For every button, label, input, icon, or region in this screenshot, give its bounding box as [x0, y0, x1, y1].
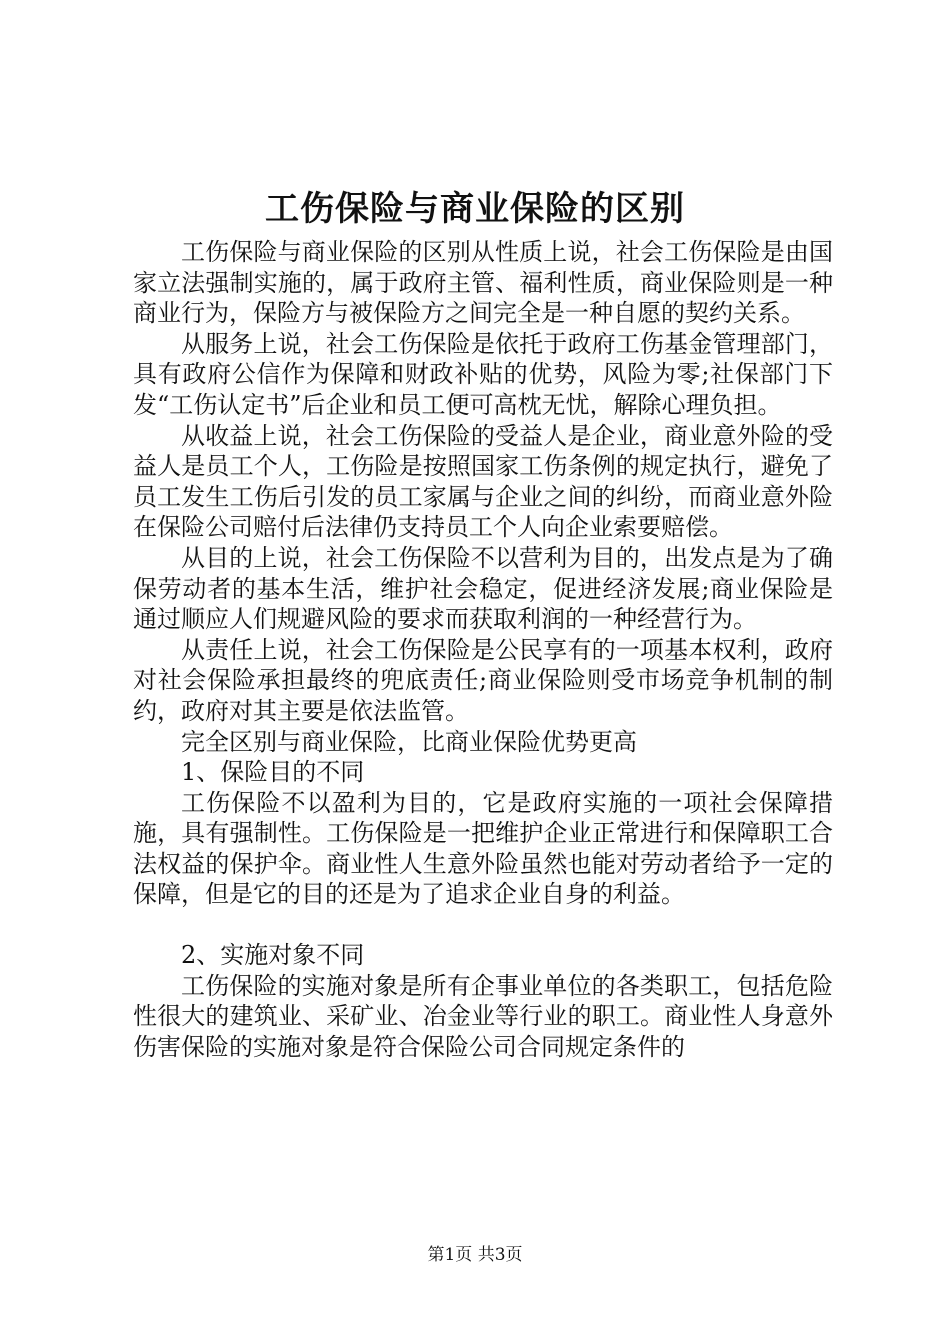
page-number-footer: 第1页 共3页	[427, 1245, 523, 1265]
paragraph-benefit: 从收益上说，社会工伤保险的受益人是企业，商业意外险的受益人是员工个人，工伤险是按照国家工伤条例的规定执行，避免了员工发生工伤后引发的员工家属与企业之间的纠纷，而商业意外险在保险公司赔付后法律仍支持员工个人向企业索要赔偿。	[133, 421, 833, 542]
section-heading-1: 1、保险目的不同	[181, 758, 365, 787]
document-body	[133, 237, 833, 1062]
paragraph-section-1: 工伤保险不以盈利为目的，它是政府实施的一项社会保障措施，具有强制性。工伤保险是一把维护企业正常进行和保障职工合法权益的保护伞。商业性人生意外险虽然也能对劳动者给予一定的保障，但是它的目的还是为了追求企业自身的利益。	[133, 788, 833, 909]
document-title: 工伤保险与商业保险的区别	[265, 189, 685, 229]
paragraph-nature: 工伤保险与商业保险的区别从性质上说，社会工伤保险是由国家立法强制实施的，属于政府主管、福利性质，商业保险则是一种商业行为，保险方与被保险方之间完全是一种自愿的契约关系。	[133, 238, 833, 328]
section-heading-2: 2、实施对象不同	[181, 941, 365, 970]
paragraph-responsibility: 从责任上说，社会工伤保险是公民享有的一项基本权利，政府对社会保险承担最终的兜底责任;商业保险则受市场竞争机制的制约，政府对其主要是依法监管。	[133, 635, 833, 725]
paragraph-section-2: 工伤保险的实施对象是所有企事业单位的各类职工，包括危险性很大的建筑业、采矿业、冶金业等行业的职工。商业性人身意外伤害保险的实施对象是符合保险公司合同规定条件的	[133, 971, 833, 1061]
paragraph-service: 从服务上说，社会工伤保险是依托于政府工伤基金管理部门，具有政府公信作为保障和财政补贴的优势，风险为零;社保部门下发“工伤认定书”后企业和员工便可高枕无忧，解除心理负担。	[133, 329, 833, 419]
paragraph-advantage: 完全区别与商业保险，比商业保险优势更高	[181, 727, 637, 756]
paragraph-purpose: 从目的上说，社会工伤保险不以营利为目的，出发点是为了确保劳动者的基本生活，维护社会稳定，促进经济发展;商业保险是通过顺应人们规避风险的要求而获取利润的一种经营行为。	[133, 543, 833, 634]
